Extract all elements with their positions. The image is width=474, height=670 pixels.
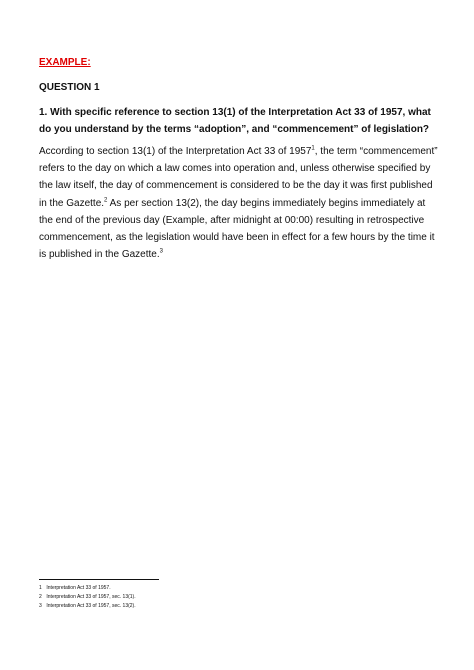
- footnote-ref-3: 3: [159, 248, 163, 255]
- footnote-number: 1: [39, 585, 42, 591]
- footnote-1: [39, 584, 136, 593]
- footnote-3: [39, 602, 136, 611]
- footnote-2: [39, 593, 136, 602]
- question-heading: QUESTION 1: [39, 82, 100, 93]
- footnote-text: Interpretation Act 33 of 1957.: [46, 585, 111, 591]
- footnote-text: Interpretation Act 33 of 1957, sec. 13(2).: [46, 603, 136, 609]
- answer-text-part-3: As per section 13(2), the day begins immediately begins immediately at the end of the previous day (Example, after midnight at 00:00) resulting in retrospective commencement, as the legislation would have been in effect for a few hours by the time it is published in the Gazette.: [39, 197, 435, 261]
- answer-text-part-2: , the term “commencement” refers to the day on which a law comes into operation and, unless otherwise specified by the law itself, the day of commencement is considered to be the day it was first published in the Gazette.: [39, 146, 438, 209]
- footnote-text: Interpretation Act 33 of 1957, sec. 13(1).: [46, 594, 136, 600]
- footnote-number: 2: [39, 594, 42, 600]
- footnote-divider: [39, 579, 159, 580]
- answer-text-part-1: According to section 13(1) of the Interpretation Act 33 of 1957: [39, 146, 312, 157]
- example-heading: EXAMPLE:: [39, 57, 91, 68]
- answer-paragraph: [39, 143, 439, 263]
- question-text: 1. With specific reference to section 13(1) of the Interpretation Act 33 of 1957, what do you understand by the terms “adoption”, and “commencement” of legislation?: [39, 107, 431, 135]
- footnotes: [39, 584, 136, 611]
- footnote-ref-2: 2: [104, 197, 108, 204]
- footnote-ref-1: 1: [311, 145, 315, 152]
- footnote-number: 3: [39, 603, 42, 609]
